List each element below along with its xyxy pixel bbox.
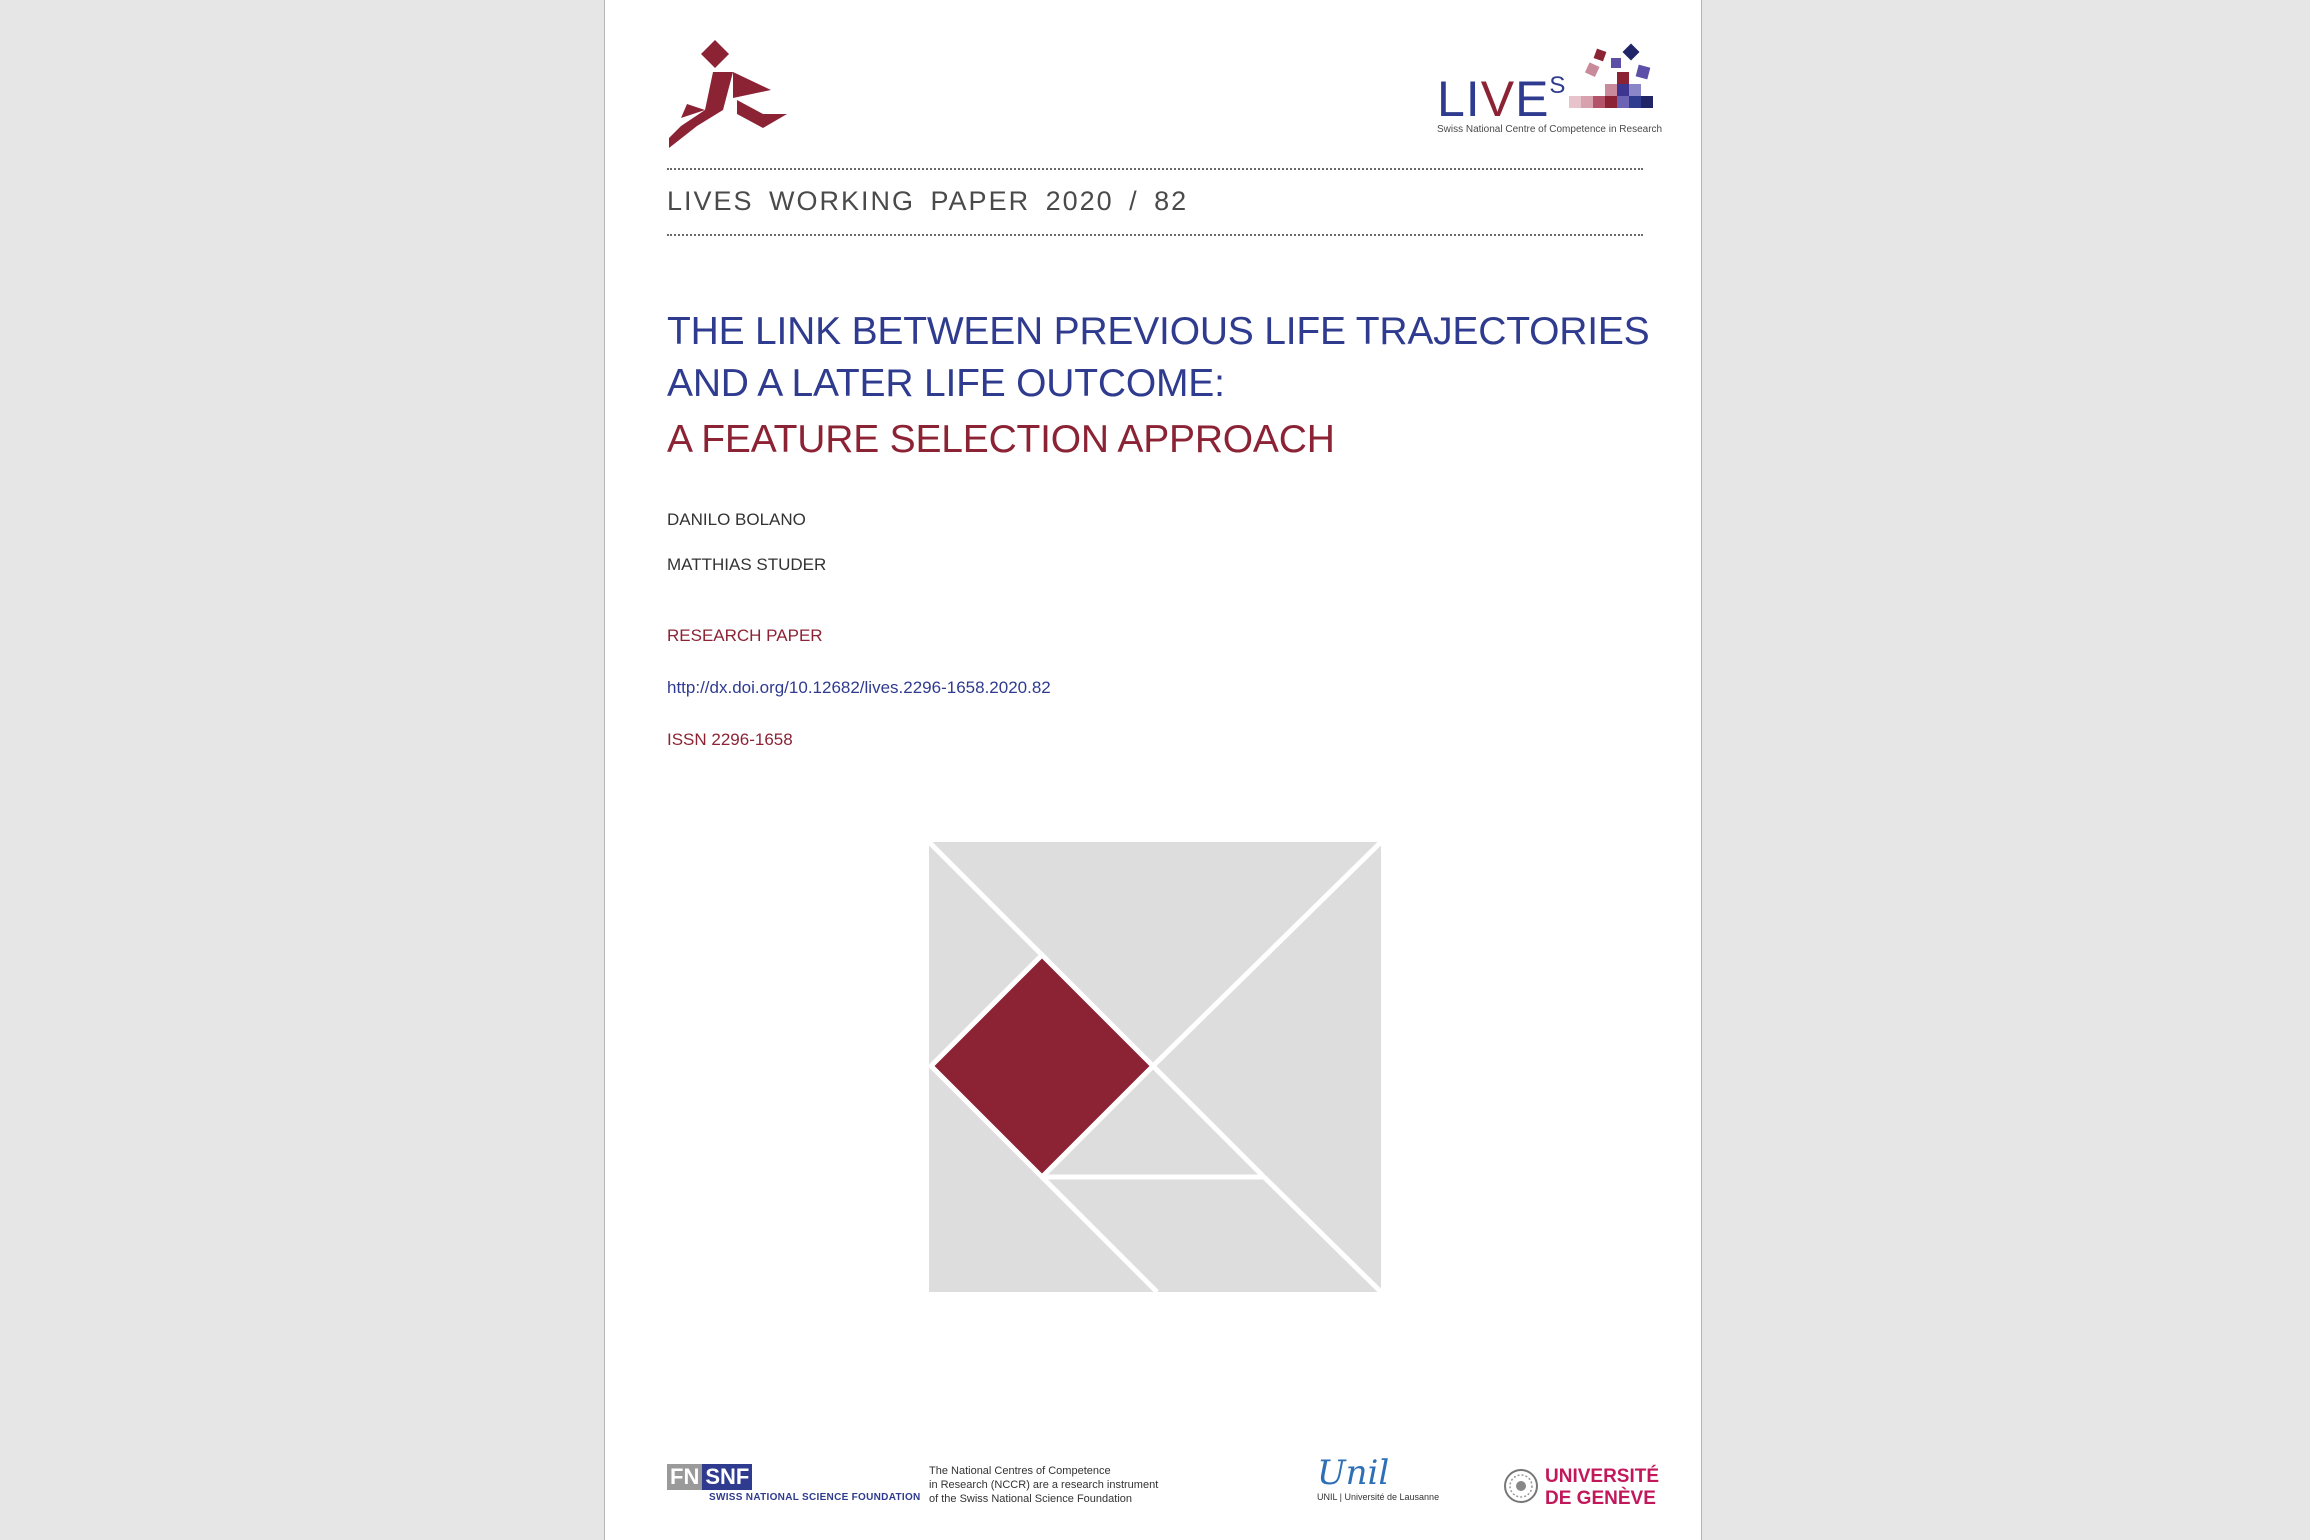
lives-runner-logo	[667, 38, 791, 148]
nccr-line-1: The National Centres of Competence	[929, 1465, 1111, 1477]
tangram-illustration	[929, 842, 1381, 1292]
bottom-divider	[667, 234, 1643, 236]
title-line-1: THE LINK BETWEEN PREVIOUS LIFE TRAJECTORIES	[667, 310, 1650, 353]
lives-logo-squares	[1555, 42, 1655, 118]
nccr-line-3: of the Swiss National Science Foundation	[929, 1493, 1133, 1505]
author-1: DANILO BOLANO	[667, 510, 806, 529]
unige-seal-icon	[1503, 1468, 1539, 1504]
subtitle: A FEATURE SELECTION APPROACH	[667, 418, 1335, 461]
issn: ISSN 2296-1658	[667, 730, 793, 749]
snf-subtitle: SWISS NATIONAL SCIENCE FOUNDATION	[709, 1492, 921, 1503]
unil-script-mark: Unil	[1317, 1453, 1390, 1493]
working-paper-label: LIVES WORKING PAPER 2020 / 82	[667, 186, 1189, 216]
lives-logo-tagline: Swiss National Centre of Competence in Research	[1437, 124, 1663, 135]
author-2: MATTHIAS STUDER	[667, 555, 827, 574]
document-page	[604, 0, 1702, 1540]
unige-wordmark	[1545, 1466, 1659, 1510]
paper-type: RESEARCH PAPER	[667, 626, 823, 645]
lives-logo-wordmark: $LIVE^S$	[1437, 71, 1567, 127]
unil-logo	[1317, 1453, 1440, 1502]
unige-line-1: UNIVERSITÉ	[1545, 1466, 1660, 1487]
unil-subtitle: UNIL | Université de Lausanne	[1317, 1492, 1440, 1502]
snf-mark: SNF	[702, 1464, 752, 1490]
doi-link[interactable]: http://dx.doi.org/10.12682/lives.2296-1658.2020.82	[667, 678, 1051, 697]
unige-line-2: DE GENÈVE	[1545, 1488, 1656, 1509]
top-divider	[667, 168, 1643, 170]
nccr-line-2: in Research (NCCR) are a research instrument	[929, 1479, 1159, 1491]
title-line-2: AND A LATER LIFE OUTCOME:	[667, 362, 1225, 405]
nccr-statement	[929, 1464, 1158, 1506]
fn-mark: FN	[667, 1464, 702, 1490]
